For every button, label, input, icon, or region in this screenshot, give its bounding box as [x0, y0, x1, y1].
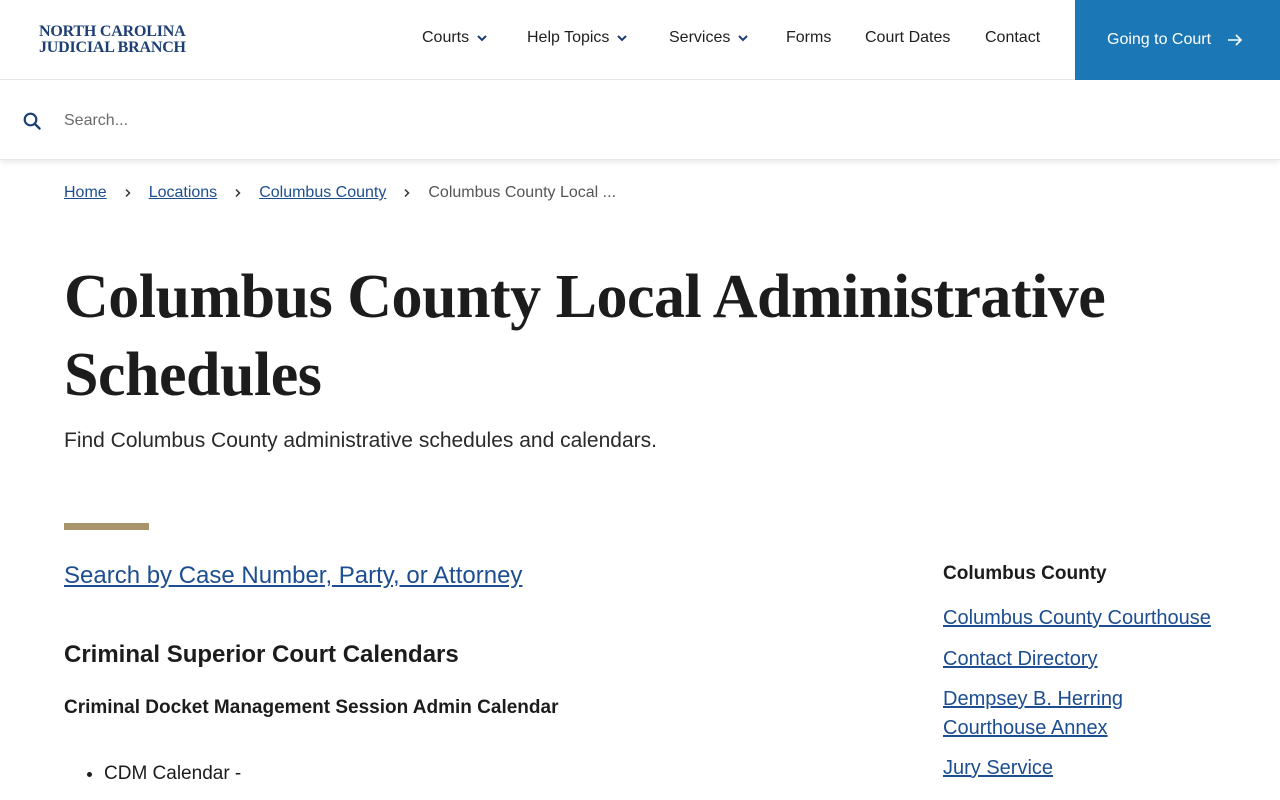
nav-contact[interactable] — [985, 29, 1040, 47]
sidebar-link-contact-directory[interactable]: Contact Directory — [943, 648, 1098, 670]
sidebar-link-courthouse-annex[interactable]: Dempsey B. Herring Courthouse Annex — [943, 688, 1124, 739]
calendar-list — [104, 763, 241, 785]
search-icon[interactable] — [23, 112, 41, 130]
accent-divider — [64, 523, 149, 530]
chevron-down-icon — [476, 32, 488, 44]
chevron-right-icon — [233, 188, 243, 198]
page-title: Columbus County Local Administrative Schedules — [64, 263, 1106, 409]
nav-court-dates-label: Court Dates — [865, 29, 951, 46]
chevron-down-icon — [616, 32, 628, 44]
case-search-link[interactable]: Search by Case Number, Party, or Attorney — [64, 562, 523, 589]
section-heading: Criminal Superior Court Calendars — [64, 641, 459, 668]
sidebar-link-jury-service[interactable]: Jury Service — [943, 757, 1054, 779]
nav-court-dates[interactable] — [865, 29, 950, 47]
list-item: • CDM Calendar - — [104, 763, 241, 785]
logo-line-1: NORTH CAROLINA — [39, 23, 186, 40]
nav-forms-label: Forms — [786, 29, 832, 46]
logo-line-2: JUDICIAL BRANCH — [39, 39, 186, 56]
nav-help-topics[interactable] — [527, 29, 628, 47]
going-to-court-button[interactable] — [1075, 0, 1280, 80]
chevron-down-icon — [737, 32, 749, 44]
sub-heading: Criminal Docket Management Session Admin Calendar — [64, 697, 559, 718]
arrow-right-icon — [1227, 33, 1243, 47]
page-subtitle: Find Columbus County administrative schedules and calendars. — [64, 429, 657, 452]
search-input[interactable] — [64, 105, 1214, 137]
breadcrumb-locations[interactable]: Locations — [148, 184, 218, 201]
chevron-right-icon — [402, 188, 412, 198]
nav-services-label: Services — [669, 29, 731, 46]
breadcrumb — [64, 182, 616, 204]
site-header — [0, 0, 1280, 80]
nav-forms[interactable] — [786, 29, 831, 47]
nav-courts[interactable] — [422, 29, 488, 47]
nav-help-topics-label: Help Topics — [527, 29, 610, 46]
breadcrumb-current: Columbus County Local ... — [428, 184, 617, 201]
breadcrumb-columbus-county[interactable]: Columbus County — [259, 184, 387, 201]
chevron-right-icon — [123, 188, 133, 198]
sidebar-title: Columbus County — [943, 563, 1107, 584]
search-bar — [0, 81, 1280, 160]
site-logo[interactable] — [39, 24, 189, 56]
nav-courts-label: Courts — [422, 29, 470, 46]
breadcrumb-home[interactable]: Home — [64, 184, 107, 201]
nav-contact-label: Contact — [985, 29, 1041, 46]
going-to-court-label: Going to Court — [1107, 31, 1212, 48]
sidebar-link-courthouse[interactable]: Columbus County Courthouse — [943, 607, 1211, 629]
nav-services[interactable] — [669, 29, 749, 47]
